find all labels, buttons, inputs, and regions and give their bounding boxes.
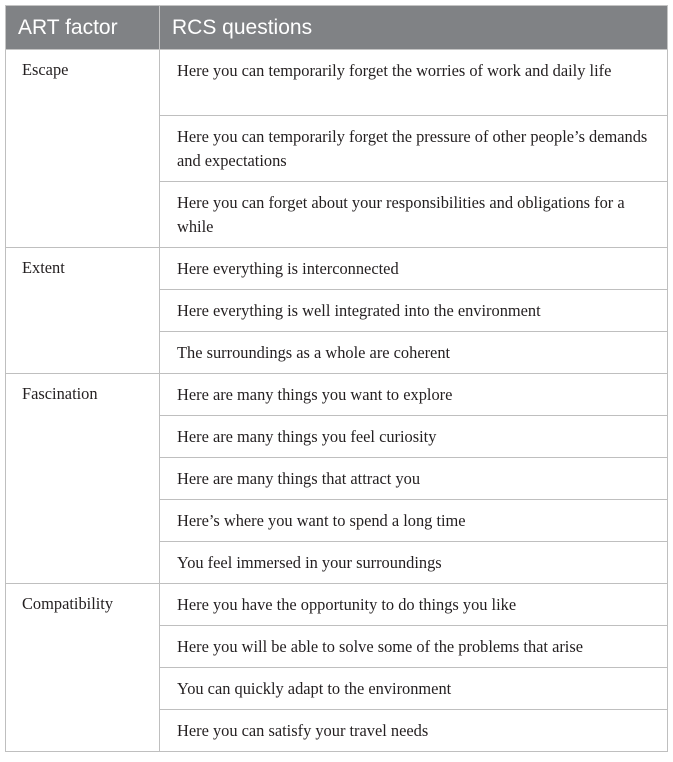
question-cell: Here are many things you want to explore — [160, 374, 668, 416]
question-cell: Here you can temporarily forget the pressure of other people’s demands and expectations — [160, 116, 668, 182]
question-cell: Here you can satisfy your travel needs — [160, 710, 668, 752]
header-art-factor: ART factor — [6, 6, 160, 50]
factor-cell-fascination: Fascination — [6, 374, 160, 584]
question-cell: You feel immersed in your surroundings — [160, 542, 668, 584]
factor-cell-extent: Extent — [6, 248, 160, 374]
table-row — [6, 374, 668, 416]
question-cell: The surroundings as a whole are coherent — [160, 332, 668, 374]
question-cell: Here you can temporarily forget the worries of work and daily life — [160, 50, 668, 116]
table-row — [6, 50, 668, 116]
question-cell: Here are many things you feel curiosity — [160, 416, 668, 458]
question-cell: Here you have the opportunity to do things you like — [160, 584, 668, 626]
factor-cell-escape: Escape — [6, 50, 160, 248]
header-row — [6, 6, 668, 50]
question-cell: Here everything is well integrated into the environment — [160, 290, 668, 332]
question-cell: Here are many things that attract you — [160, 458, 668, 500]
table-row — [6, 584, 668, 626]
question-cell: Here everything is interconnected — [160, 248, 668, 290]
table-row — [6, 248, 668, 290]
question-cell: Here you will be able to solve some of the problems that arise — [160, 626, 668, 668]
rcs-table — [5, 5, 668, 752]
question-cell: Here’s where you want to spend a long time — [160, 500, 668, 542]
factor-cell-compatibility: Compatibility — [6, 584, 160, 752]
header-rcs-questions: RCS questions — [160, 6, 668, 50]
question-cell: You can quickly adapt to the environment — [160, 668, 668, 710]
question-cell: Here you can forget about your responsibilities and obligations for a while — [160, 182, 668, 248]
